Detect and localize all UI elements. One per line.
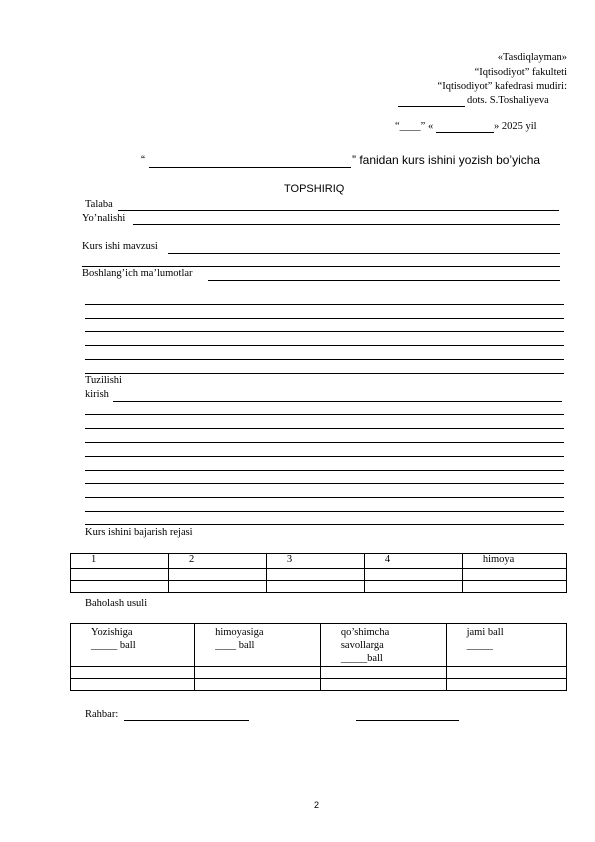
plan-cell — [266, 581, 364, 593]
structure-blank-line — [85, 497, 564, 498]
grading-defense-score: ____ ball — [215, 640, 255, 651]
plan-cell — [266, 569, 364, 581]
grading-title: Baholash usuli — [85, 598, 148, 609]
initial-data-blank-line — [85, 331, 564, 332]
approval-head-name: dots. S.Toshaliyeva — [467, 95, 549, 106]
plan-table-header-row — [71, 554, 567, 569]
direction-label: Yo’nalishi — [82, 213, 126, 224]
grading-cell — [195, 667, 321, 679]
plan-table-row — [71, 569, 567, 581]
student-label: Talaba — [85, 199, 113, 210]
structure-blank-line — [85, 456, 564, 457]
plan-table — [70, 553, 567, 593]
supervisor-signature-line — [356, 720, 459, 721]
grading-writing-label: Yozishiga — [91, 627, 133, 638]
approval-heading: «Tasdiqlayman» — [497, 52, 567, 63]
plan-stage-1: 1 — [71, 554, 169, 569]
intro-blank — [113, 401, 562, 402]
topic-label: Kurs ishi mavzusi — [82, 241, 158, 252]
direction-blank — [133, 224, 560, 225]
grading-row — [71, 679, 567, 691]
initial-data-blank-line — [85, 304, 564, 305]
grading-cell — [195, 679, 321, 691]
plan-cell — [364, 569, 462, 581]
grading-cell — [71, 679, 195, 691]
grading-cell — [446, 679, 566, 691]
plan-label: Kurs ishini bajarish rejasi — [85, 527, 193, 538]
initial-data-blank-line — [85, 373, 564, 374]
grading-writing-cell — [71, 624, 195, 667]
plan-cell — [71, 581, 169, 593]
plan-stage-4: 4 — [364, 554, 462, 569]
initial-data-blank-line — [85, 318, 564, 319]
supervisor-label: Rahbar: — [85, 709, 119, 720]
intro-label: kirish — [85, 389, 109, 400]
grading-extra-label: qo’shimcha — [340, 627, 390, 638]
plan-stage-2: 2 — [168, 554, 266, 569]
grading-extra-label-2: savollarga — [340, 640, 384, 651]
initial-data-blank-line — [85, 359, 564, 360]
structure-blank-line — [85, 524, 564, 525]
approval-signature-line — [398, 106, 465, 107]
initial-data-blank-1 — [208, 280, 560, 281]
approval-date-close: » 2025 yil — [494, 121, 537, 132]
plan-stage-3: 3 — [266, 554, 364, 569]
grading-header-row — [71, 624, 567, 667]
initial-data-label: Boshlang’ich ma’lumotlar — [82, 268, 193, 279]
approval-department-head: “Iqtisodiyot” kafedrasi mudiri: — [437, 81, 567, 92]
structure-blank-line — [85, 428, 564, 429]
initial-data-blank-line — [85, 345, 564, 346]
grading-defense-cell — [195, 624, 321, 667]
grading-row — [71, 667, 567, 679]
page-number: 2 — [314, 800, 320, 810]
student-blank — [118, 210, 559, 211]
structure-blank-line — [85, 414, 564, 415]
plan-table-row — [71, 581, 567, 593]
plan-cell — [462, 569, 566, 581]
plan-stage-defense: himoya — [462, 554, 566, 569]
approval-date-open: “____” « — [395, 121, 434, 132]
structure-label: Tuzilishi — [85, 375, 122, 386]
supervisor-name-line — [124, 720, 249, 721]
topic-blank-1 — [168, 253, 560, 254]
approval-date-month-line — [436, 132, 494, 133]
grading-total-score: _____ — [466, 640, 493, 651]
grading-writing-score: _____ ball — [91, 640, 136, 651]
plan-cell — [462, 581, 566, 593]
plan-cell — [168, 581, 266, 593]
structure-blank-line — [85, 511, 564, 512]
grading-cell — [71, 667, 195, 679]
structure-blank-line — [85, 470, 564, 471]
approval-faculty: “Iqtisodiyot” fakulteti — [474, 67, 567, 78]
plan-cell — [364, 581, 462, 593]
grading-extra-score: _____ball — [340, 653, 383, 664]
grading-total-cell — [446, 624, 566, 667]
plan-cell — [168, 569, 266, 581]
plan-cell — [71, 569, 169, 581]
grading-total-label: jami ball — [466, 627, 504, 638]
document-title: TOPSHIRIQ — [284, 183, 345, 195]
grading-defense-label: himoyasiga — [215, 627, 264, 638]
grading-extra-cell — [320, 624, 446, 667]
grading-cell — [446, 667, 566, 679]
course-title-open-quote: “ — [141, 153, 145, 167]
structure-blank-line — [85, 483, 564, 484]
course-name-blank — [149, 167, 351, 168]
grading-table — [70, 623, 567, 691]
grading-cell — [320, 679, 446, 691]
structure-blank-line — [85, 442, 564, 443]
course-title-suffix: ” fanidan kurs ishini yozish bo’yicha — [352, 153, 541, 167]
topic-blank-2 — [82, 266, 560, 267]
grading-cell — [320, 667, 446, 679]
